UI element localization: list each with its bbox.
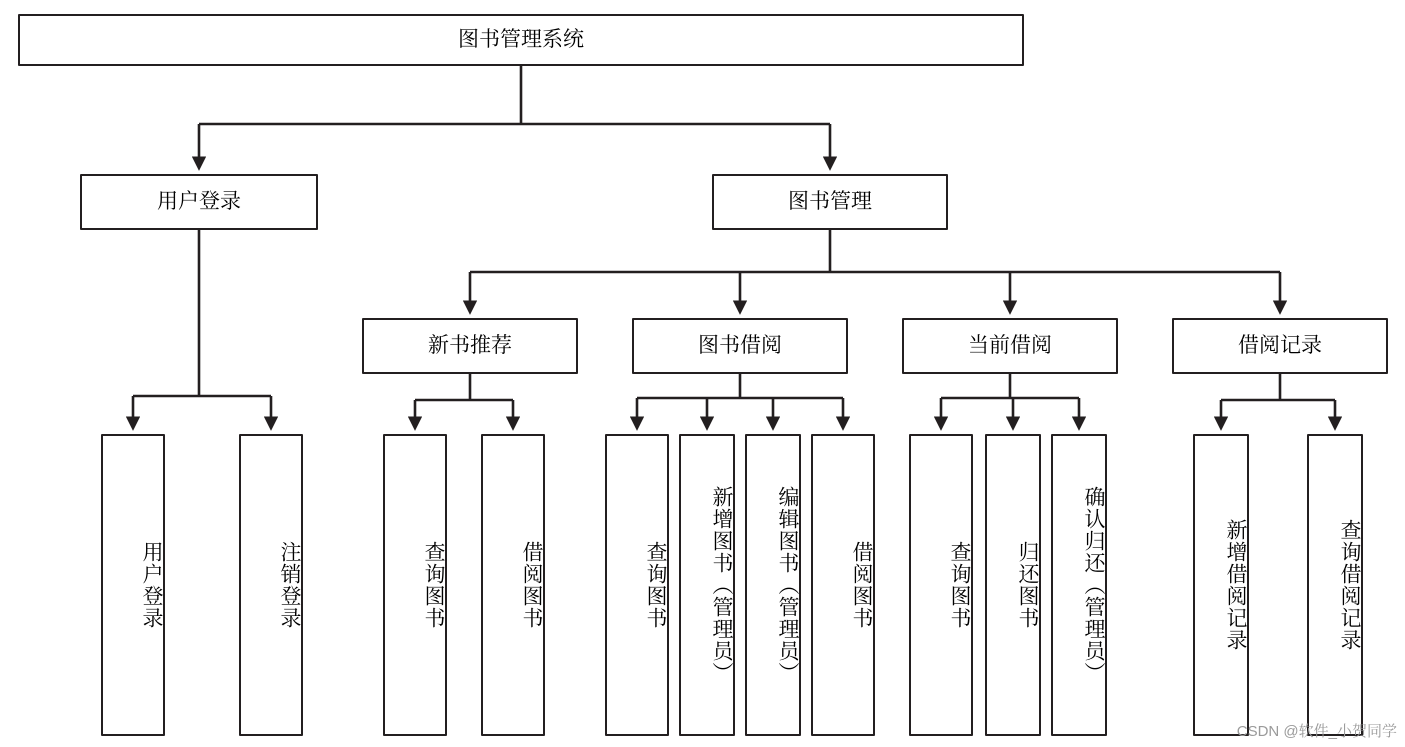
node-label: 图书管理系统 <box>458 27 584 51</box>
node-l1 <box>101 434 165 736</box>
node-label: 用户登录 <box>140 541 163 629</box>
node-l2 <box>239 434 303 736</box>
node-newbook <box>362 318 578 374</box>
node-label: 新增借阅记录 <box>1224 519 1247 651</box>
node-label: 当前借阅 <box>968 333 1052 357</box>
node-b3 <box>745 434 801 736</box>
node-b1 <box>605 434 669 736</box>
node-root <box>18 14 1024 66</box>
node-c2 <box>985 434 1041 736</box>
node-n2 <box>481 434 545 736</box>
node-b4 <box>811 434 875 736</box>
watermark: CSDN @软件_小贺同学 <box>1236 723 1397 740</box>
node-label: 新增图书（管理员） <box>710 486 733 684</box>
node-label: 借阅图书 <box>850 541 873 629</box>
node-r2 <box>1307 434 1363 736</box>
node-label: 图书管理 <box>788 189 872 213</box>
node-b2 <box>679 434 735 736</box>
node-n1 <box>383 434 447 736</box>
node-label: 编辑图书（管理员） <box>776 486 799 684</box>
node-borrow <box>632 318 848 374</box>
node-label: 图书借阅 <box>698 333 782 357</box>
node-label: 新书推荐 <box>428 333 512 357</box>
node-label: 查询图书 <box>948 541 971 629</box>
node-c3 <box>1051 434 1107 736</box>
node-label: 注销登录 <box>278 541 301 629</box>
node-label: 确认归还（管理员） <box>1082 486 1105 684</box>
node-c1 <box>909 434 973 736</box>
node-bookmgmt <box>712 174 948 230</box>
node-label: 查询借阅记录 <box>1338 519 1361 651</box>
node-label: 用户登录 <box>157 189 241 213</box>
node-label: 归还图书 <box>1016 541 1039 629</box>
node-record <box>1172 318 1388 374</box>
node-r1 <box>1193 434 1249 736</box>
node-label: 借阅记录 <box>1238 333 1322 357</box>
node-label: 查询图书 <box>422 541 445 629</box>
node-current <box>902 318 1118 374</box>
node-login <box>80 174 318 230</box>
node-label: 查询图书 <box>644 541 667 629</box>
node-label: 借阅图书 <box>520 541 543 629</box>
